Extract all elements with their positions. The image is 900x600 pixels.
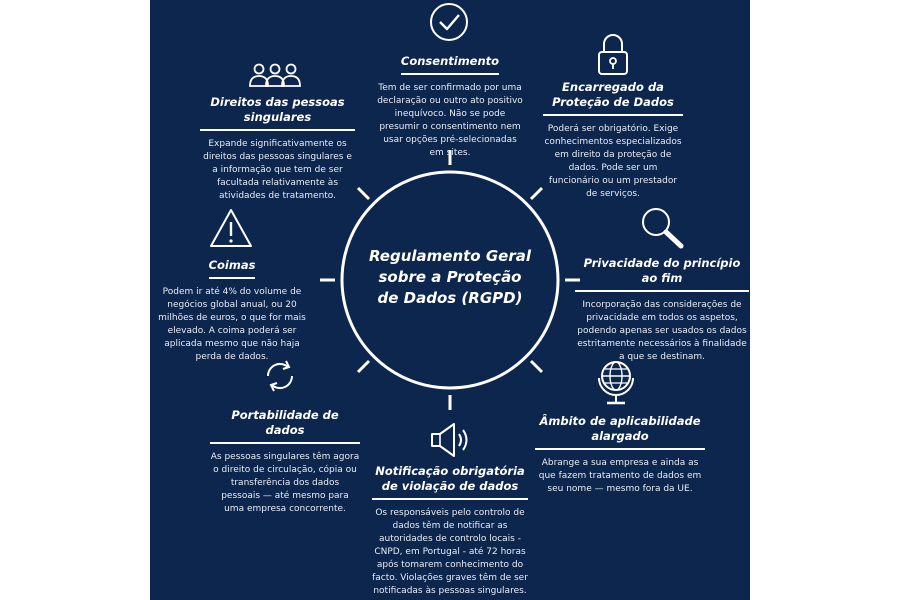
warning-triangle-icon [208, 206, 254, 250]
block-body: Abrange a sua empresa e ainda as que fazem tratamento de dados em seu nome — mesmo fora da UE. [538, 458, 702, 494]
hub-title-line: sobre a Proteção [378, 268, 522, 286]
block-ambito [535, 414, 705, 496]
checkmark-circle-icon [426, 2, 472, 44]
block-body: Os responsáveis pelo controlo de dados têm de notificar as autoridades de controlo locais - CNPD, em Portugal - até 72 horas após tomarem conhecimento do facto. Violações graves têm de ser notificadas às pessoas singulares. [372, 508, 528, 596]
megaphone-icon [426, 420, 472, 460]
block-title: Notificação obrigatória de violação de dados [372, 464, 528, 500]
block-coimas [152, 254, 312, 364]
spoke-top-left [358, 188, 369, 199]
block-encarregado [543, 80, 683, 201]
block-consentimento [375, 50, 525, 160]
block-body: Podem ir até 4% do volume de negócios global anual, ou 20 milhões de euros, o que for mais elevado. A coima poderá ser aplicada mesmo que não haja perda de dados. [158, 287, 306, 362]
block-title: Privacidade do princípio ao fim [575, 256, 749, 292]
hub-title-line: de Dados (RGPD) [377, 289, 523, 307]
circular-arrows-icon [260, 356, 300, 396]
block-title: Coimas [209, 258, 256, 279]
block-body: Expande significativamente os direitos das pessoas singulares e a informação que tem de ser facultada relativamente às atividades de tratamento. [203, 139, 352, 201]
block-title: Portabilidade de dados [210, 408, 360, 444]
block-body: Incorporação das considerações de privacidade em todos os aspetos, podendo apenas ser usados os dados estritamente necessários à finalidade a que se destinam. [577, 300, 747, 362]
block-body: As pessoas singulares têm agora o direito de circulação, cópia ou transferência dos dados pessoais — até mesmo para uma empresa concorrente. [210, 452, 360, 514]
block-body: Poderá ser obrigatório. Exige conhecimentos especializados em direito da proteção de dados. Pode ser um funcionário ou um prestador de serviços. [544, 124, 682, 199]
hub-title [350, 246, 550, 309]
block-body: Tem de ser confirmado por uma declaração ou outro ato positivo inequívoco. Não se pode presumir o consentimento nem usar opções pré-selecionadas em sites. [377, 83, 523, 158]
block-notificacao [372, 464, 528, 598]
block-title: Encarregado da Proteção de Dados [543, 80, 683, 116]
block-portabilidade [210, 408, 360, 516]
block-privacidade [575, 256, 749, 364]
hub-title-line: Regulamento Geral [369, 247, 531, 265]
spoke-top-right [531, 188, 542, 199]
spoke-bottom-right [531, 361, 542, 372]
globe-stand-icon [594, 356, 638, 408]
magnifier-icon [637, 204, 687, 250]
block-title: Consentimento [401, 54, 499, 75]
padlock-icon [596, 32, 630, 78]
block-title: Direitos das pessoas singulares [200, 95, 355, 131]
people-group-icon [247, 60, 303, 90]
block-direitos [200, 95, 355, 203]
block-title: Âmbito de aplicabilidade alargado [535, 414, 705, 450]
gdpr-infographic [150, 0, 750, 600]
spoke-bottom-left [358, 361, 369, 372]
